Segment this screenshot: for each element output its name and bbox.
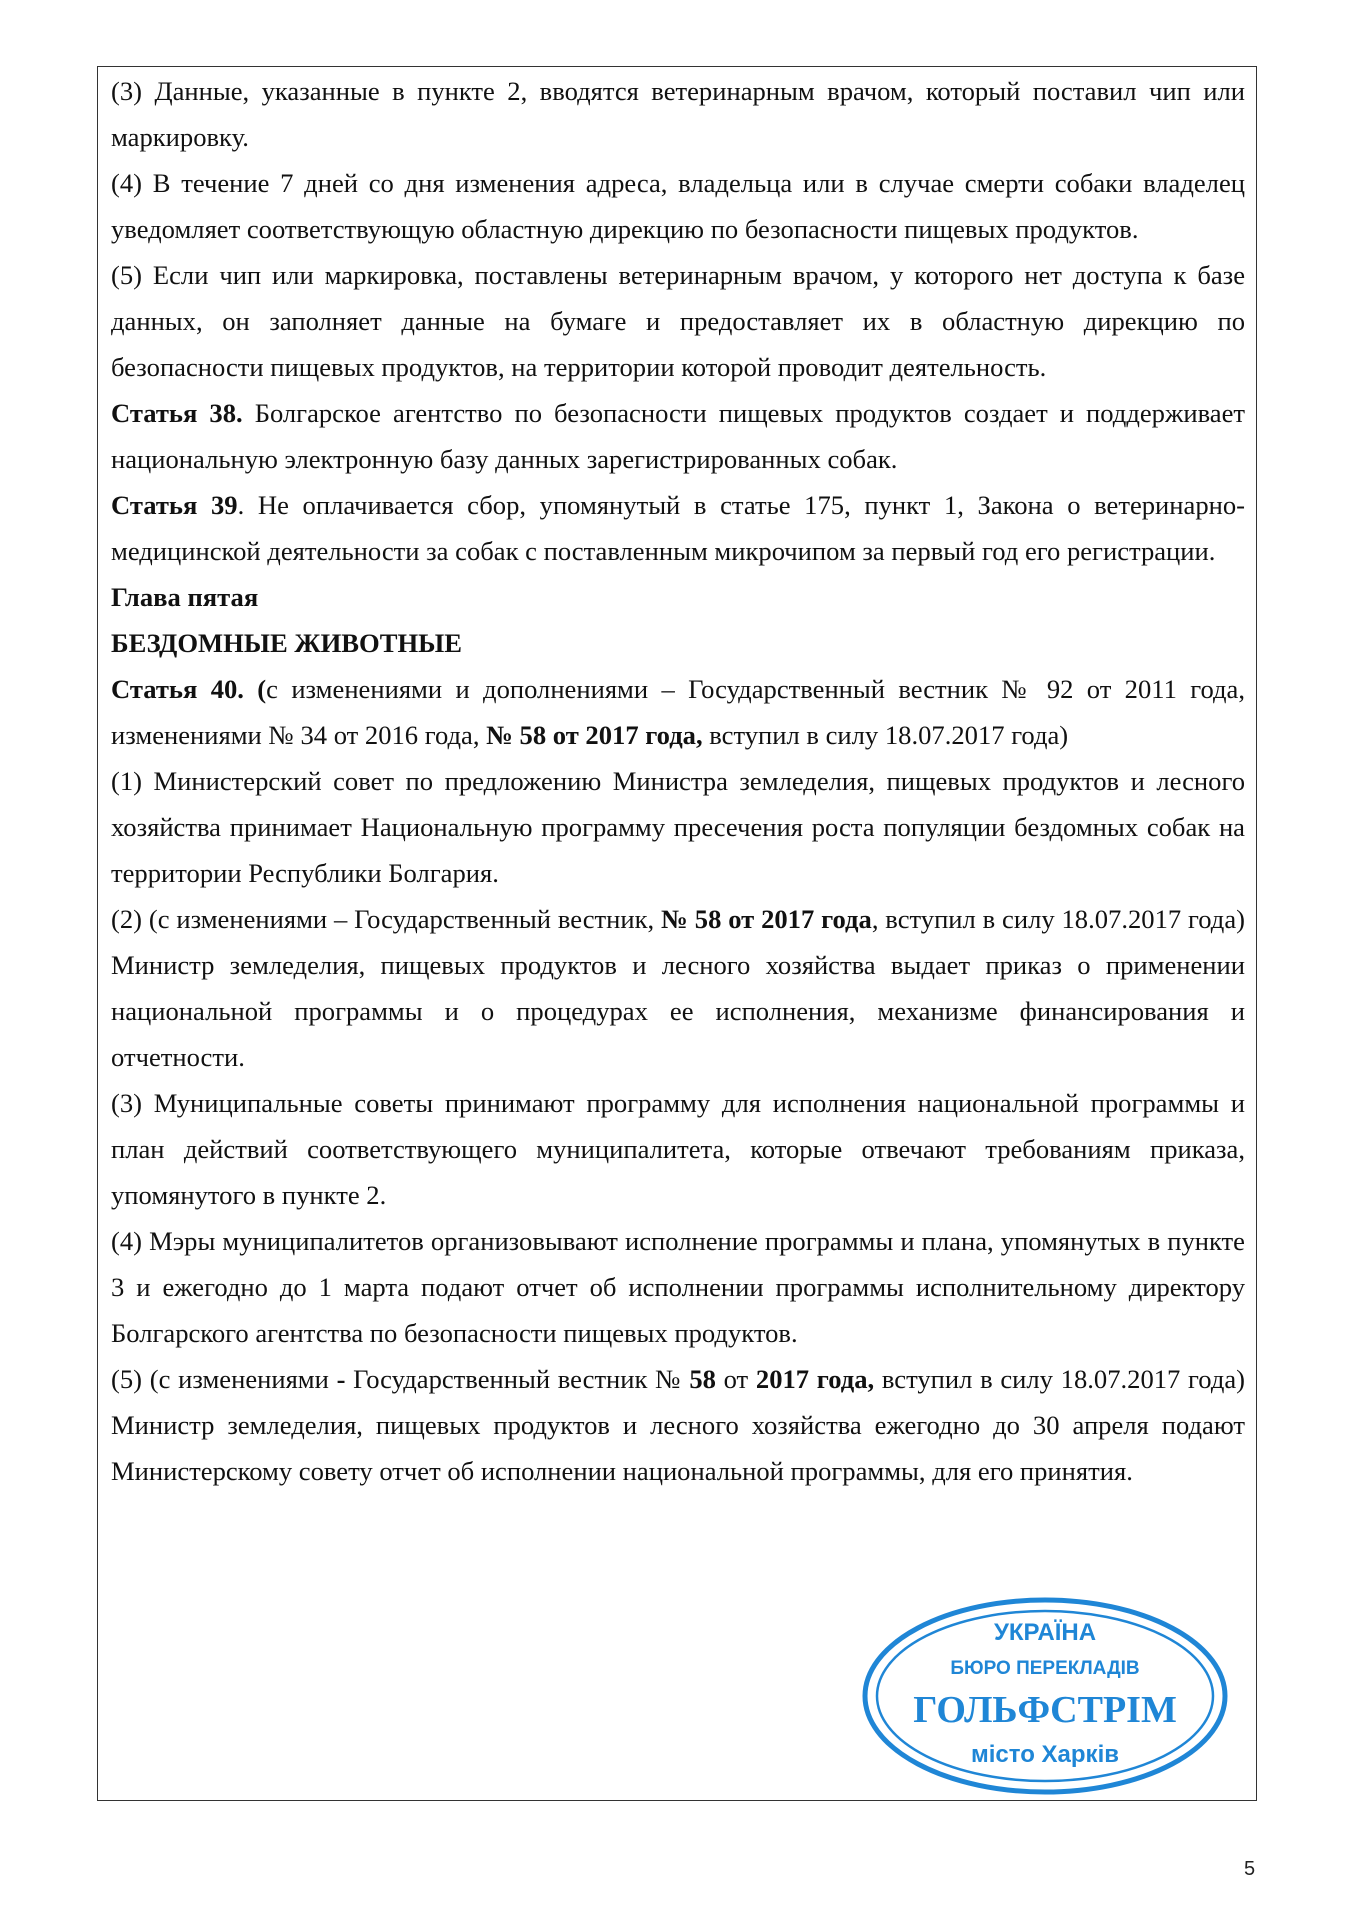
bold-text-run: Статья 40. (	[111, 674, 267, 704]
text-run: Болгарское агентство по безопасности пищевых продуктов создает и поддерживает национальную электронную базу данных зарегистрированных собак.	[111, 398, 1245, 474]
bold-text-run: Статья 38.	[111, 398, 243, 428]
paragraph	[111, 1356, 1245, 1494]
paragraph	[111, 1218, 1245, 1356]
paragraph	[111, 160, 1245, 252]
bold-text-run: 58	[689, 1364, 716, 1394]
text-run: (3) Данные, указанные в пункте 2, вводятся ветеринарным врачом, который поставил чип или маркировку.	[111, 76, 1245, 152]
text-run: Государственный вестник №	[345, 1364, 690, 1394]
bold-text-run: 2017 года,	[755, 1364, 875, 1394]
bold-text-run: Статья 39	[111, 490, 238, 520]
paragraph	[111, 620, 1245, 666]
stamp-name-text: ГОЛЬФСТРІМ	[913, 1689, 1177, 1731]
stamp-top-text: УКРАЇНА	[993, 1619, 1097, 1646]
text-run: (4) В течение 7 дней со дня изменения адреса, владельца или в случае смерти собаки владелец уведомляет соответствующую областную дирекцию по безопасности пищевых продуктов.	[111, 168, 1245, 244]
text-run: (1) Министерский совет по предложению Министра земледелия, пищевых продуктов и лесного хозяйства принимает Национальную программу пресечения роста популяции бездомных собак на территории Республики Болгария.	[111, 766, 1245, 888]
text-run: от	[715, 1364, 756, 1394]
stamp-middle-text: БЮРО ПЕРЕКЛАДІВ	[950, 1658, 1140, 1679]
bold-text-run: Глава пятая	[111, 582, 259, 612]
bold-text-run: № 58 от 2017 года	[661, 904, 872, 934]
bold-text-run: -	[336, 1364, 346, 1394]
paragraph	[111, 574, 1245, 620]
paragraph	[111, 666, 1245, 758]
text-run: (5) Если чип или маркировка, поставлены ветеринарным врачом, у которого нет доступа к базе данных, он заполняет данные на бумаге и предоставляет их в областную дирекцию по безопасности пищевых продуктов, на территории которой проводит деятельность.	[111, 260, 1245, 382]
paragraph	[111, 482, 1245, 574]
paragraph	[111, 1080, 1245, 1218]
text-run: с изменениями и дополнениями – Государственный вестник № 92 от 2011 года, изменениями № 34 от 2016 года,	[111, 674, 1245, 750]
text-run: (4) Мэры муниципалитетов организовывают исполнение программы и плана, упомянутых в пункте 3 и ежегодно до 1 марта подают отчет об исполнении программы исполнительному директору Болгарского агентства по безопасности пищевых продуктов.	[111, 1226, 1245, 1348]
paragraph	[111, 252, 1245, 390]
paragraph	[111, 390, 1245, 482]
paragraph	[111, 896, 1245, 1080]
text-run: вступил в силу 18.07.2017 года) Министр земледелия, пищевых продуктов и лесного хозяйства ежегодно до 30 апреля подают Министерскому совету отчет об исполнении национальной программы, для его принятия.	[111, 1364, 1246, 1486]
stamp-bottom-text: місто Харків	[971, 1741, 1119, 1768]
paragraph	[111, 68, 1245, 160]
text-run: (5) (с изменениями	[111, 1364, 337, 1394]
document-body	[111, 68, 1245, 1494]
text-run: . Не оплачивается сбор, упомянутый в статье 175, пункт 1, Закона о ветеринарно-медицинской деятельности за собак с поставленным микрочипом за первый год его регистрации.	[111, 490, 1246, 566]
text-run: (2) (с изменениями – Государственный вестник,	[111, 904, 662, 934]
text-run: вступил в силу 18.07.2017 года)	[702, 720, 1069, 750]
text-run: (3) Муниципальные советы принимают программу для исполнения национальной программы и план действий соответствующего муниципалитета, которые отвечают требованиям приказа, упомянутого в пункте 2.	[111, 1088, 1245, 1210]
bold-text-run: № 58 от 2017 года,	[486, 720, 703, 750]
paragraph	[111, 758, 1245, 896]
bold-text-run: БЕЗДОМНЫЕ ЖИВОТНЫЕ	[111, 628, 463, 658]
page-number: 5	[1244, 1858, 1256, 1880]
text-run: , вступил в силу 18.07.2017 года) Министр земледелия, пищевых продуктов и лесного хозяйства выдает приказ о применении национальной программы и о процедурах ее исполнения, механизме финансирования и отчетности.	[111, 904, 1245, 1072]
